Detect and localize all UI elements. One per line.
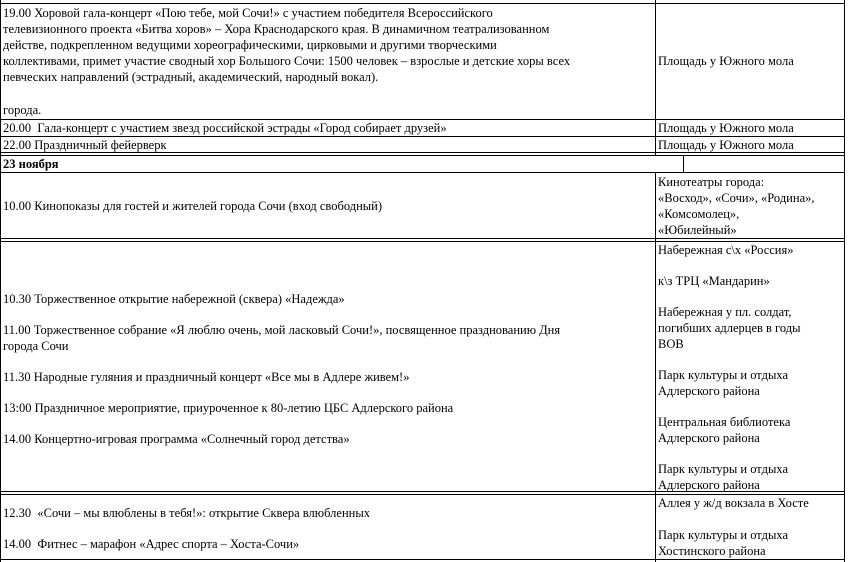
date-header: 23 ноября xyxy=(3,157,59,171)
venue-text: к\з ТРЦ «Мандарин» xyxy=(658,274,770,288)
venue-text: Центральная библиотека xyxy=(658,415,791,429)
venue-text: Адлерского района xyxy=(658,431,760,445)
venue-text: «Комсомолец», xyxy=(658,207,740,221)
program-text: 10.30 Торжественное открытие набережной (сквера) «Надежда» xyxy=(3,292,345,306)
program-text: 13:00 Праздничное мероприятие, приуроченное к 80-летию ЦБС Адлерского района xyxy=(3,401,454,415)
program-text: 10.00 Кинопоказы для гостей и жителей города Сочи (вход свободный) xyxy=(3,199,383,213)
table-rule xyxy=(683,155,684,172)
venue-text: ВОВ xyxy=(658,337,684,351)
program-text: 11.00 Торжественное собрание «Я люблю очень, мой ласковый Сочи!», посвященное празднованию Дня xyxy=(3,323,561,337)
venue-text: Набережная у пл. солдат, xyxy=(658,305,792,319)
table-rule xyxy=(0,3,845,4)
table-rule xyxy=(0,155,845,156)
program-text: 11.30 Народные гуляния и праздничный концерт «Все мы в Адлере живем!» xyxy=(3,370,410,384)
venue-text: «Восход», «Сочи», «Родина», xyxy=(658,191,815,205)
program-text: города Сочи xyxy=(3,339,69,353)
program-text: 22.00 Праздничный фейерверк xyxy=(3,138,167,152)
table-rule xyxy=(844,0,845,562)
program-text: 12.30 «Сочи – мы влюблены в тебя!»: открытие Сквера влюбленных xyxy=(3,506,370,520)
program-text: певческих направлений (эстрадный, академический, народный вокал). xyxy=(3,70,379,84)
table-rule xyxy=(0,238,845,239)
venue-text: Парк культуры и отдыха xyxy=(658,368,788,382)
table-rule xyxy=(0,559,845,560)
table-rule xyxy=(655,172,656,562)
program-text: коллективами, примет участие сводный хор Большого Сочи: 1500 человек – взрослые и детские хоры всех xyxy=(3,54,571,68)
program-text: 19.00 Хоровой гала-концерт «Пою тебе, мой Сочи!» с участием победителя Всероссийского xyxy=(3,6,493,20)
venue-text: Адлерского района xyxy=(658,478,760,492)
program-text: 14.00 Концертно-игровая программа «Солнечный город детства» xyxy=(3,432,350,446)
venue-text: Хостинского района xyxy=(658,544,766,558)
venue-text: Площадь у Южного мола xyxy=(658,121,794,135)
venue-text: Адлерского района xyxy=(658,384,760,398)
venue-text: Парк культуры и отдыха xyxy=(658,462,788,476)
venue-text: Набережная с\х «Россия» xyxy=(658,243,794,257)
venue-text: Площадь у Южного мола xyxy=(658,54,794,68)
program-text: 20.00 Гала-концерт с участием звезд российской эстрады «Город собирает друзей» xyxy=(3,121,447,135)
program-text: телевизионного проекта «Битва хоров» – Хора Краснодарского края. В динамичном театрализованном xyxy=(3,22,550,36)
table-rule xyxy=(0,0,1,562)
venue-text: Парк культуры и отдыха xyxy=(658,528,788,542)
program-text: действе, подкрепленном ведущими хореографическими, цирковыми и другими творческими xyxy=(3,38,497,52)
table-rule xyxy=(655,0,656,155)
program-text: 14.00 Фитнес – марафон «Адрес спорта – Хоста-Сочи» xyxy=(3,537,300,551)
venue-text: погибших адлерцев в годы xyxy=(658,321,801,335)
program-text: города. xyxy=(3,103,42,117)
venue-text: Аллея у ж/д вокзала в Хосте xyxy=(658,496,809,510)
venue-text: Кинотеатры города: xyxy=(658,175,765,189)
venue-text: Площадь у Южного мола xyxy=(658,138,794,152)
table-rule xyxy=(0,172,845,173)
venue-text: «Юбилейный» xyxy=(658,223,737,237)
